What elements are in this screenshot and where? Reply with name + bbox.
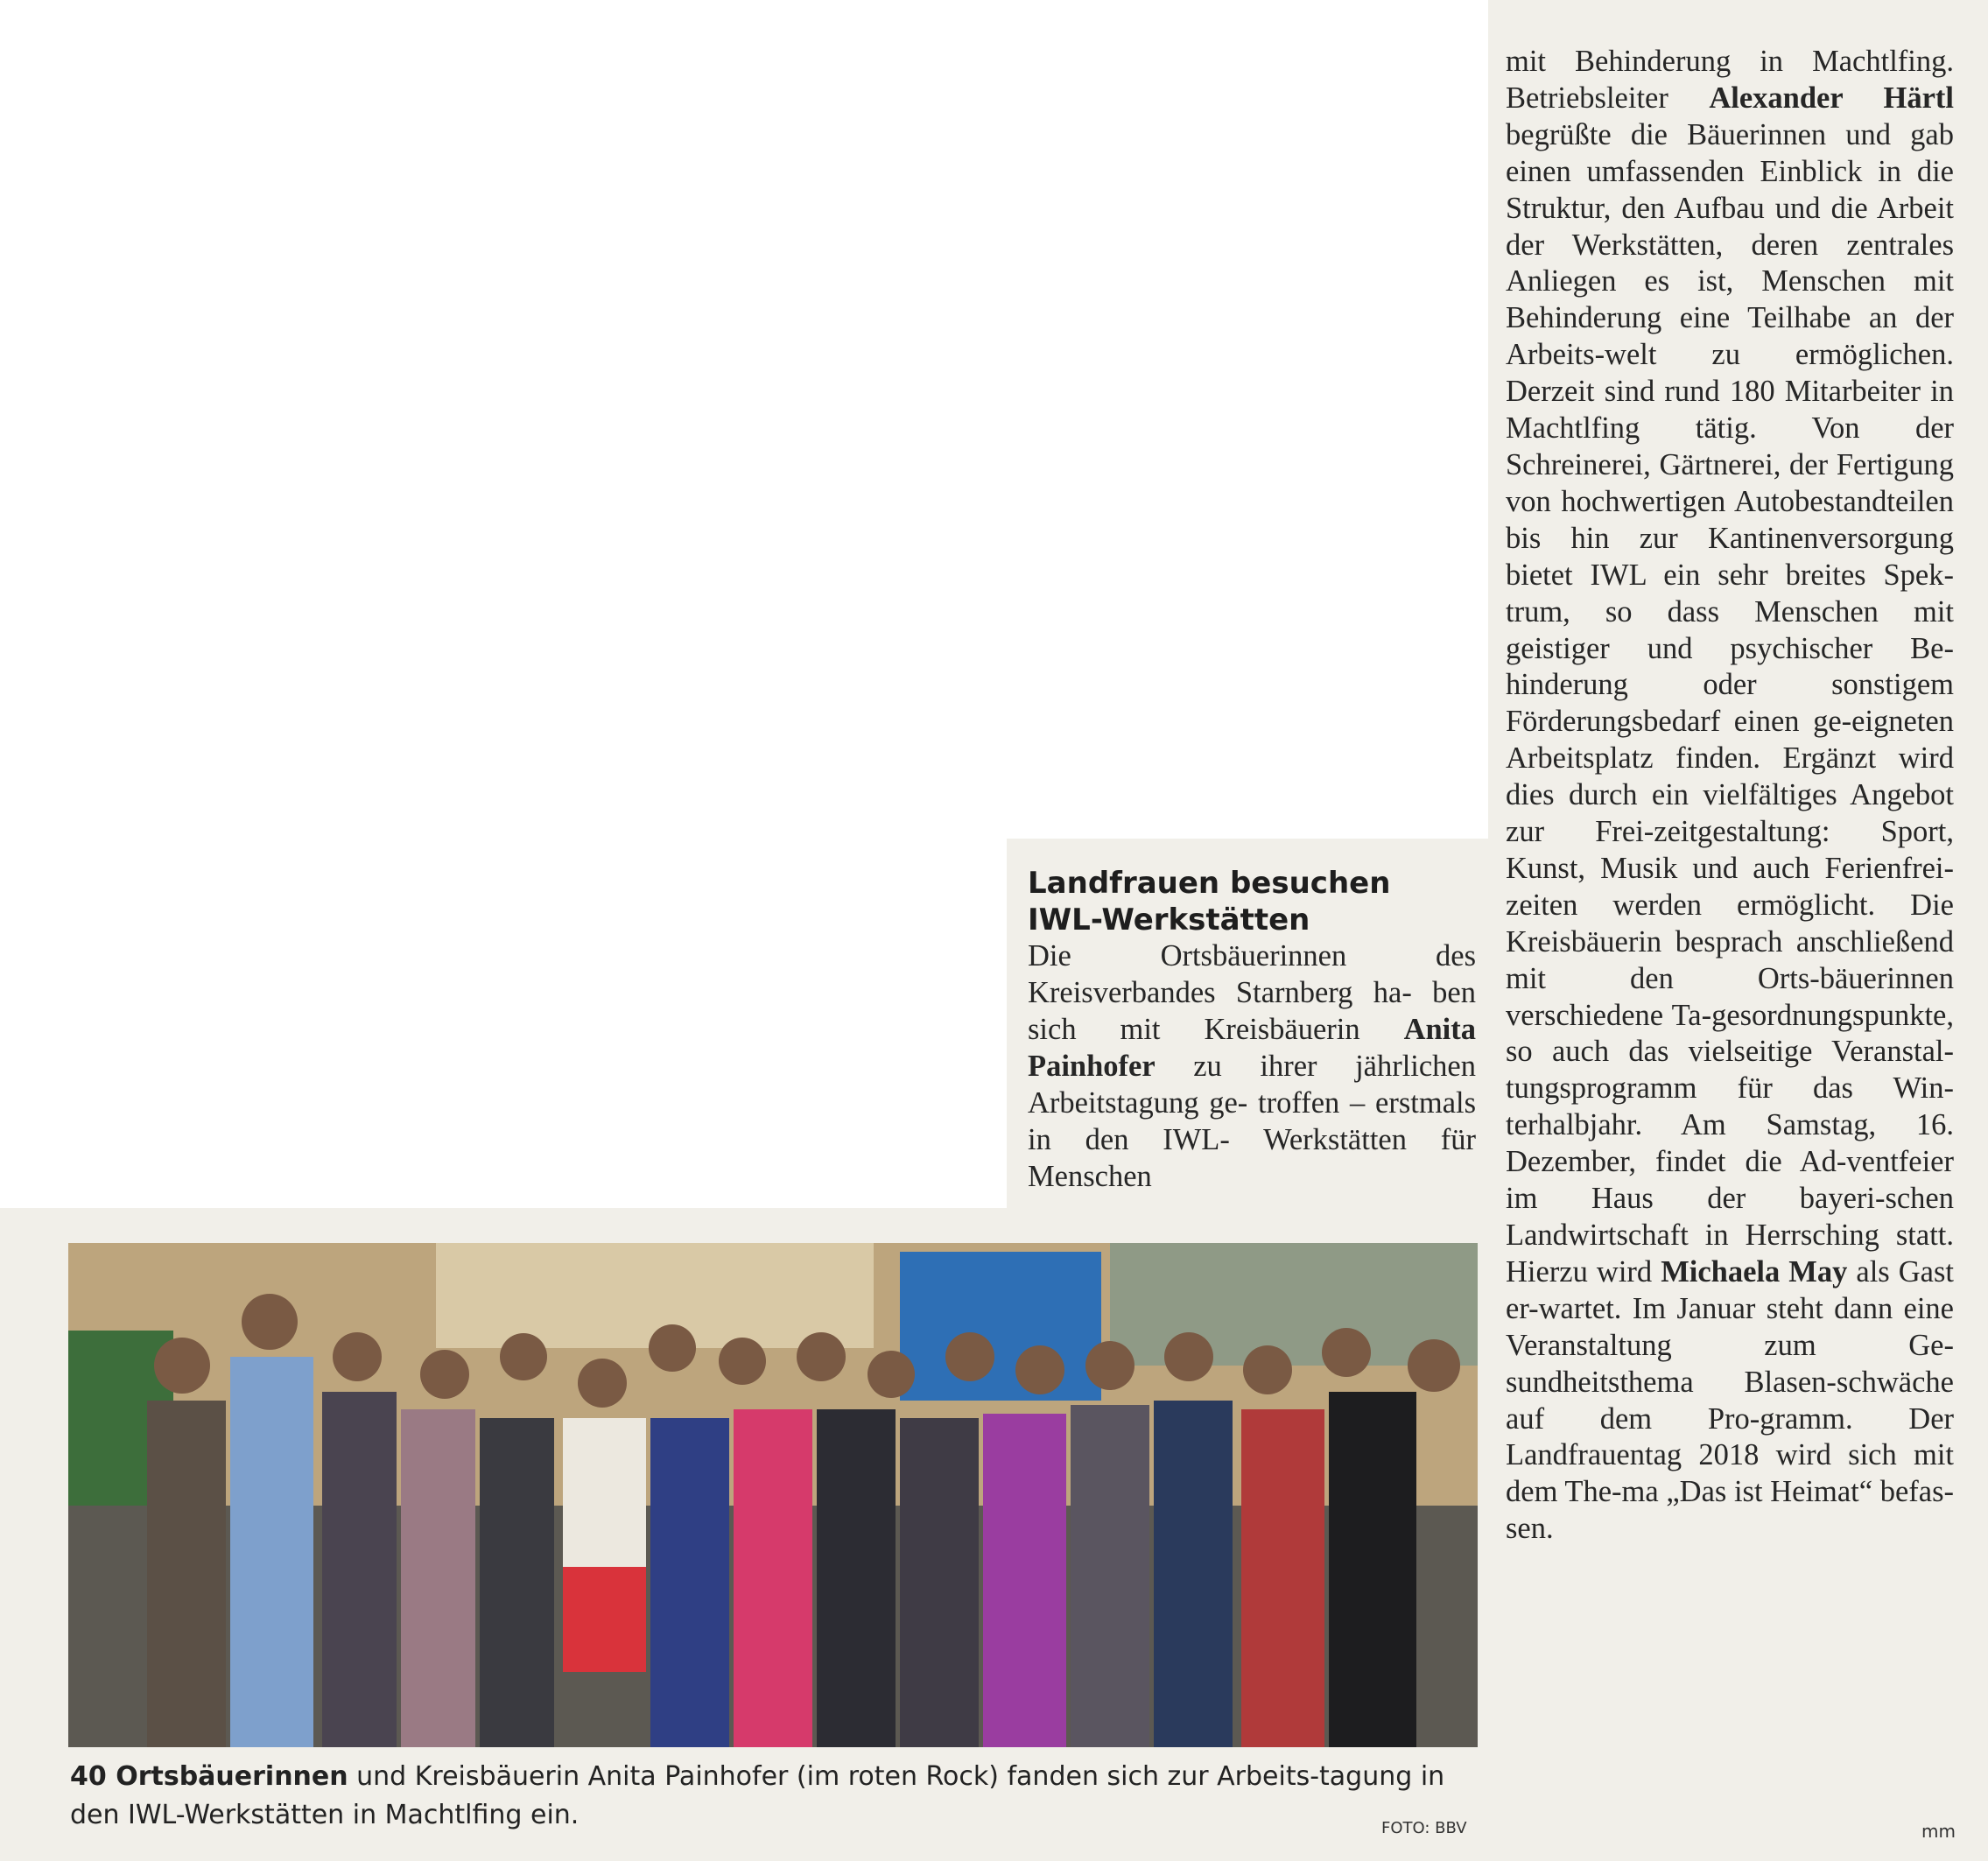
body-text: Die Ortsbäuerinnen des Kreisverbandes Starnberg ha- (1028, 939, 1476, 1009)
author-initials: mm (1921, 1821, 1956, 1842)
headline-line-2: IWL-Werkstätten (1028, 902, 1310, 938)
headline-line-1: Landfrauen besuchen (1028, 866, 1391, 901)
body-text: troffen – erstmals in den IWL- (1028, 1086, 1477, 1156)
body-text: begrüßte die Bäuerinnen und gab einen umfassenden Einblick in die Struktur, den Aufbau und die Arbeit der Werkstätten, deren zentrales Anliegen es ist, Menschen mit Behinderung eine Teilhabe an der Arbeits-welt zu ermöglichen. Derzeit sind rund 180 Mitarbeiter in Machtlfing tätig. Von der Schreinerei, Gärtnerei, der Fertigung von hochwertigen Autobestandteilen bis hin zur Kantinenversorgung bietet IWL ein sehr breites Spek-trum, so dass Menschen mit geistiger und psychischer Be-hinderung oder sonstigem Förderungsbedarf einen ge-eigneten Arbeitsplatz finden. Ergänzt wird dies durch ein vielfältiges Angebot zur Frei-zeitgestaltung: Sport, Kunst, Musik und auch Ferienfrei-zeiten werden ermöglicht. Die Kreisbäuerin besprach anschließend mit den Orts-bäuerinnen verschiedene Ta-gesordnungspunkte, so auch das vielseitige Veranstal-tungsprogramm für das Win-terhalbjahr. Am Samstag, 16. Dezember, findet die Ad-ventfeier im Haus der bayeri-schen Landwirtschaft in Herrsching statt. Hierzu wird (1506, 117, 1954, 1289)
body-text: Werkstätten für Menschen (1028, 1123, 1476, 1193)
body-text: ben sich mit Kreisbäuerin (1028, 976, 1476, 1046)
person-name-painhofer: Anita Painhofer (1028, 1013, 1476, 1083)
body-text: zu ihrer jährlichen Arbeitstagung ge- (1028, 1050, 1476, 1120)
photo-credit: FOTO: BBV (1381, 1819, 1467, 1837)
group-photo-illustration (68, 1243, 1478, 1747)
body-text: mit Behinderung in Machtlfing. Betriebsleiter (1506, 45, 1954, 115)
article-body-right-column (1506, 44, 1954, 1548)
caption-bold: 40 Ortsbäuerinnen (70, 1761, 348, 1792)
photo-caption (70, 1758, 1481, 1835)
person-name-haertl: Alexander Härtl (1709, 81, 1954, 115)
article-headline (1028, 865, 1483, 938)
article-body-mid-column (1028, 938, 1476, 1195)
person-name-may: Michaela May (1661, 1254, 1848, 1289)
group-photo (68, 1243, 1478, 1747)
caption-text: und Kreisbäuerin Anita Painhofer (im roten Rock) fanden sich zur Arbeits-tagung in den IWL-Werkstätten in Machtlfing ein. (70, 1761, 1445, 1830)
body-text: als Gast er-wartet. Im Januar steht dann eine Veranstaltung zum Ge-sundheitsthema Blasen-schwäche auf dem Pro-gramm. Der Landfrauentag 2018 wird sich mit dem The-ma „Das ist Heimat“ befas-sen. (1506, 1254, 1955, 1546)
